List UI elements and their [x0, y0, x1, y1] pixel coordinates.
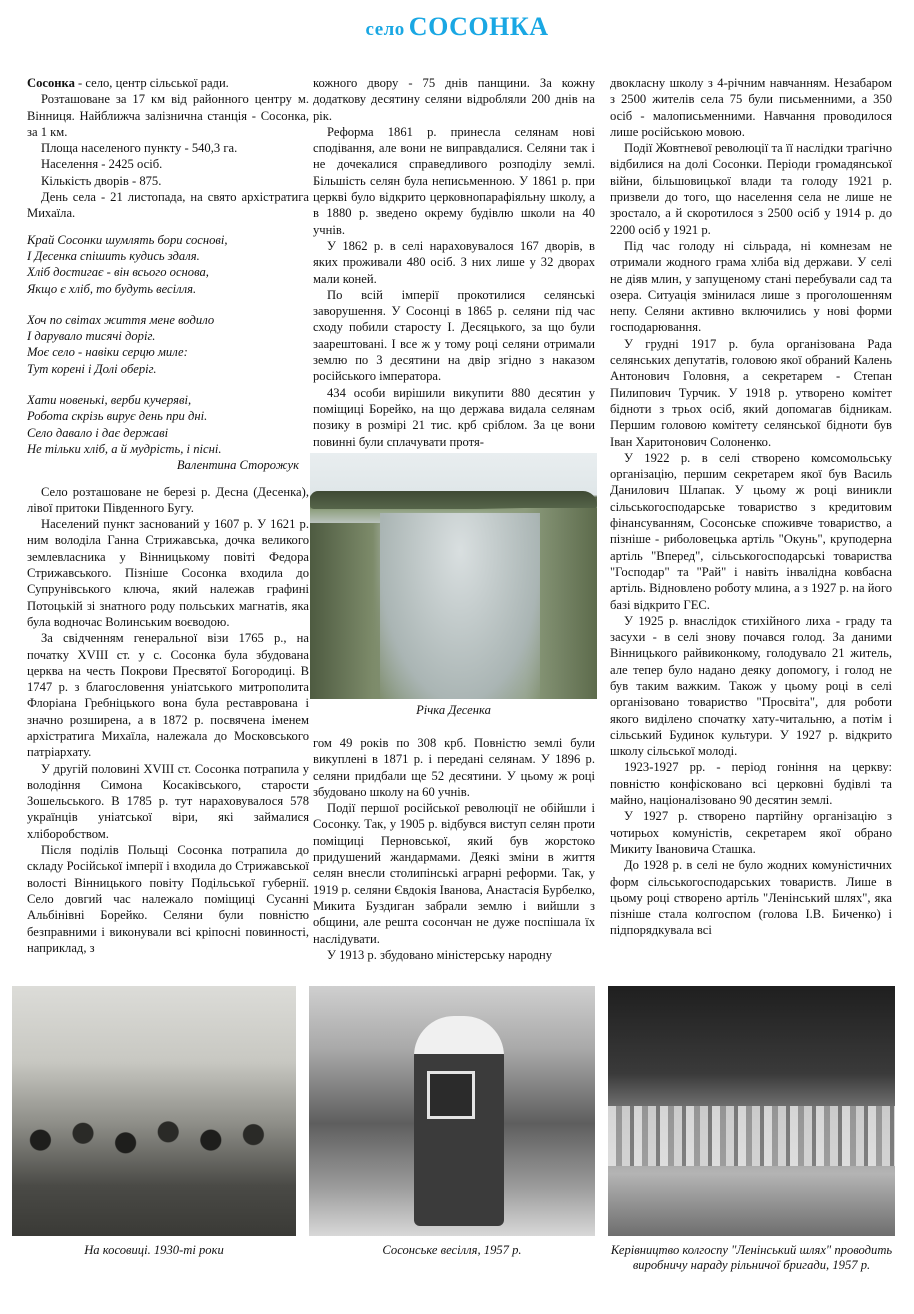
paragraph: двокласну школу з 4-річним навчанням. Незабаром з 2500 жителів села 75 були письменними, а 350 осіб - малописьменними. Навчання проводилося лише російською мовою. [610, 76, 892, 139]
poem-line: Хоч по світах життя мене водило [27, 312, 215, 327]
column-2 [313, 75, 595, 450]
paragraph: У 1927 р. створено партійну організацію з чотирьох комуністів, секретарем якої обрано Микиту Івановича Сташка. [610, 809, 892, 856]
poem-line: І дарувало тисячі доріг. [27, 329, 156, 344]
river-photo [310, 453, 597, 699]
paragraph: За свідченням генеральної візи 1765 р., на початку XVIII ст. у с. Сосонка була збудована церква на честь Покрови Пресвятої Богородиці. В 1747 р. з благословення уніатського митрополита Флоріана Гребніцького вона була реставрована і значно розширена, а в 1872 р. посвячена іменем архістратига Михаїла, належала до Московського патріархату. [27, 631, 309, 760]
paragraph: 1923-1927 рр. - період гоніння на церкву: повністю конфісковано всі церковні будівлі та майно, націоналізовано 90 десятин землі. [610, 760, 892, 808]
poem-stanza [27, 232, 309, 297]
paragraph: Населений пункт заснований у 1607 р. У 1621 р. ним володіла Ганна Стрижавська, дочка великого землевласника у Вінницькому повіті Федора Стрижавського. Пізніше Сосонка входила до Супрунівського ключа, який належав графині Потоцькій зі знатного роду польських магнатів, яка була водночас Волинським воєводою. [27, 517, 309, 629]
poem-line: Край Сосонки шумлять бори соснові, [27, 232, 228, 247]
paragraph: 434 особи вирішили викупити 880 десятин у поміщиці Борейко, на що держава видала селянам позику в розмірі 21 тис. крб сріблом. За це вони повинні були сплачувати протя- [313, 385, 595, 449]
poem-author: Валентина Сторожук [176, 458, 299, 473]
workers-group [12, 1099, 296, 1237]
paragraph: У 1913 р. збудовано міністерську народну [327, 947, 553, 962]
title-prefix: село [365, 19, 405, 40]
river-caption: Річка Десенка [416, 703, 491, 717]
paragraph: У другій половині XVIII ст. Сосонка потрапила у володіння Симона Косаківського, старости Зошельського. В 1785 р. тут нараховувалося 578 українців уніатської віри, які займалися хліборобством. [27, 761, 309, 841]
poem-line: Не тільки хліб, а й мудрість, і пісні. [27, 441, 222, 456]
location-text: Розташоване за 17 км від районного центру м. Вінниця. Найближча залізнична станція - Сосонка, за 1 км. [27, 92, 309, 139]
paragraph: Під час голоду ні сільрада, ні комнезам не отримали жодного грама хліба від держави. У селі не діяв млин, у запущеному стані перебували сад та озера. Ситуація змінилася лише з проголошенням непу. Селяни активно включились у нові форми господарювання. [610, 238, 892, 335]
photo-caption-2: Сосонське весілля, 1957 р. [382, 1243, 522, 1257]
paragraph: До 1928 р. в селі не було жодних комуністичних форм сільськогосподарських товариств. Лише в цьому році створено артіль "Ленінський шлях", яка пізніше стала колгоспом (голова І.В. Биченко) і підпорядкувала всі [610, 858, 892, 938]
poem-line: Робота скрізь вирує день при дні. [27, 409, 208, 424]
river-water [380, 513, 540, 699]
paragraph: У 1925 р. внаслідок стихійного лиха - граду та засухи - в селі знову почався голод. За даними Вінницького райвиконкому, голодувало 21 житель, але тепер було надано деяку допомогу, і голод не був таким важким. Також у цьому році в селі організовано товариство "Просвіта", для роботи якого виділено спочатку хату-читальню, а потім і сільський Будинок культури. У 1927 р. відкрито школу сільської молоді. [610, 613, 892, 759]
meeting-photo [608, 986, 895, 1236]
yards-text: Кількість дворів - 875. [41, 173, 162, 188]
mowing-photo [12, 986, 296, 1236]
paragraph: Реформа 1861 р. принесла селянам нові сподівання, але вони не виправдалися. Селяни так і не дочекалися справедливого розподілу землі. Більшість селян була неписьменною. У 1861 р. при церкві було відкрито церковнопарафіяльну школу, а в 1880 р. зведено окрему будівлю школи на 40 учнів. [313, 124, 595, 237]
photo-caption-1: На косовиці. 1930-ті роки [84, 1243, 224, 1257]
village-day-text: День села - 21 листопада, на свято архістратига Михаїла. [27, 190, 309, 221]
poem-line: Якщо є хліб, то будуть весілля. [27, 281, 197, 296]
wedding-icon-frame [427, 1071, 475, 1119]
tree-line [310, 491, 597, 509]
paragraph: По всій імперії прокотилися селянські заворушення. У Сосонці в 1865 р. селяни під час сходу побили старосту І. Десяцького, за що були заарештовані. І все ж у тому році селяни отримали землю по 3 десятини на двір згідно з наказом російського імператора. [313, 287, 595, 384]
paragraph: У грудні 1917 р. була організована Рада селянських депутатів, головою якої обраний Калень Антонович Головня, а секретарем - Степан Пилипович Турчик. У 1918 р. утворено комітет бідноти з трьох осіб, який допомагав бідникам. Першим головою комітету селянської бідноти був Іван Харитонович Солоненко. [610, 336, 892, 449]
poem-line: Моє село - навіки серцю миле: [27, 345, 188, 360]
poem-stanza [27, 312, 309, 377]
column-2-lower [313, 735, 595, 963]
column-1 [27, 75, 309, 956]
poem-line: Село давало і дає державі [27, 425, 169, 440]
paragraph: Події першої російської революції не обійшли і Сосонку. Так, у 1905 р. відбувся виступ селян проти поміщиці Перновської, який був жорстоко придушений жандармами. Деякі зміни в життя селян внесли столипінські аграрні реформи. Так, у 1919 р. селяни Євдокія Іванова, Анастасія Бурбелко, Микита Буздиган забрали землю і вийшли з общини, але решта сосончан не дуже поспішала їх наслідувати. [313, 801, 595, 946]
photo-caption-3: Керівництво колгоспу "Ленінський шлях" проводить виробничу нараду рільничої бригади, 1957 р. [610, 1243, 893, 1272]
brigade-crowd [608, 1106, 895, 1166]
wedding-photo [309, 986, 595, 1236]
poem-line: Хліб достигає - він всього основа, [27, 265, 209, 280]
paragraph: У 1922 р. в селі створено комсомольську організацію, першим секретарем якої був Василь Данилович Шлапак. У цьому ж році виникли сільськогосподарське товариство з кредитовим фінансуванням, Сосонське споживче товариство, а пізніше - риболовецька артіль "Окунь", круподерна артіль "Вперед", сільськогосподарські товариства "Господар" та "Рай" і навіть інвалідна ковбасна артіль. Відновлено роботу млина, а з 1927 р. на його базі відкрито ГЕС. [610, 450, 892, 612]
population-text: Населення - 2425 осіб. [41, 157, 163, 172]
poem-line: І Десенка спішить кудись здаля. [27, 248, 200, 263]
intro-bold: Сосонка [27, 76, 75, 90]
paragraph: Після поділів Польщі Сосонка потрапила до складу Російської імперії і входила до Стрижавської волості Вінницького повіту Подільської губернії. Село довгий час належало поміщиці Сусанні Альбінівні Борейко. Селяни були повністю безправними і виконували всі кріпосні повинності, наприклад, з [27, 843, 309, 955]
wedding-couple [414, 1016, 504, 1226]
poem-line: Тут корені і Долі оберіг. [27, 361, 157, 376]
column-3 [610, 75, 892, 939]
title-name: СОСОНКА [408, 12, 549, 41]
area-text: Площа населеного пункту - 540,3 га. [41, 141, 238, 156]
poem-line: Хати новенькі, верби кучеряві, [27, 393, 192, 408]
page-title [0, 12, 914, 42]
intro-line [27, 75, 309, 91]
intro-rest: - село, центр сільської ради. [74, 76, 229, 90]
poem [27, 232, 309, 474]
paragraph: кожного двору - 75 днів панщини. За кожну додаткову десятину селяни відробляли 200 днів на рік. [313, 76, 595, 123]
paragraph: У 1862 р. в селі нараховувалося 167 дворів, в яких проживали 480 осіб. З них лише у 32 дворах мали коней. [313, 238, 595, 286]
paragraph: Події Жовтневої революції та її наслідки трагічно відбилися на долі Сосонки. Періоди громадянської війни, більшовицької влади та голоду 1921 р. призвели до того, що населення села не лише не зростало, а й скоротилося з 2500 осіб у 1914 р. до 2200 осіб у 1921 р. [610, 141, 892, 237]
poem-stanza [27, 392, 309, 473]
paragraph: гом 49 років по 308 крб. Повністю землі були викуплені в 1871 р. і передані селянам. У 1896 р. селяни придбали ще 52 десятини. У цьому ж році збудовано школу на 60 учнів. [313, 736, 595, 799]
paragraph: Село розташоване не березі р. Десна (Десенка), лівої притоки Південного Бугу. [27, 484, 309, 515]
